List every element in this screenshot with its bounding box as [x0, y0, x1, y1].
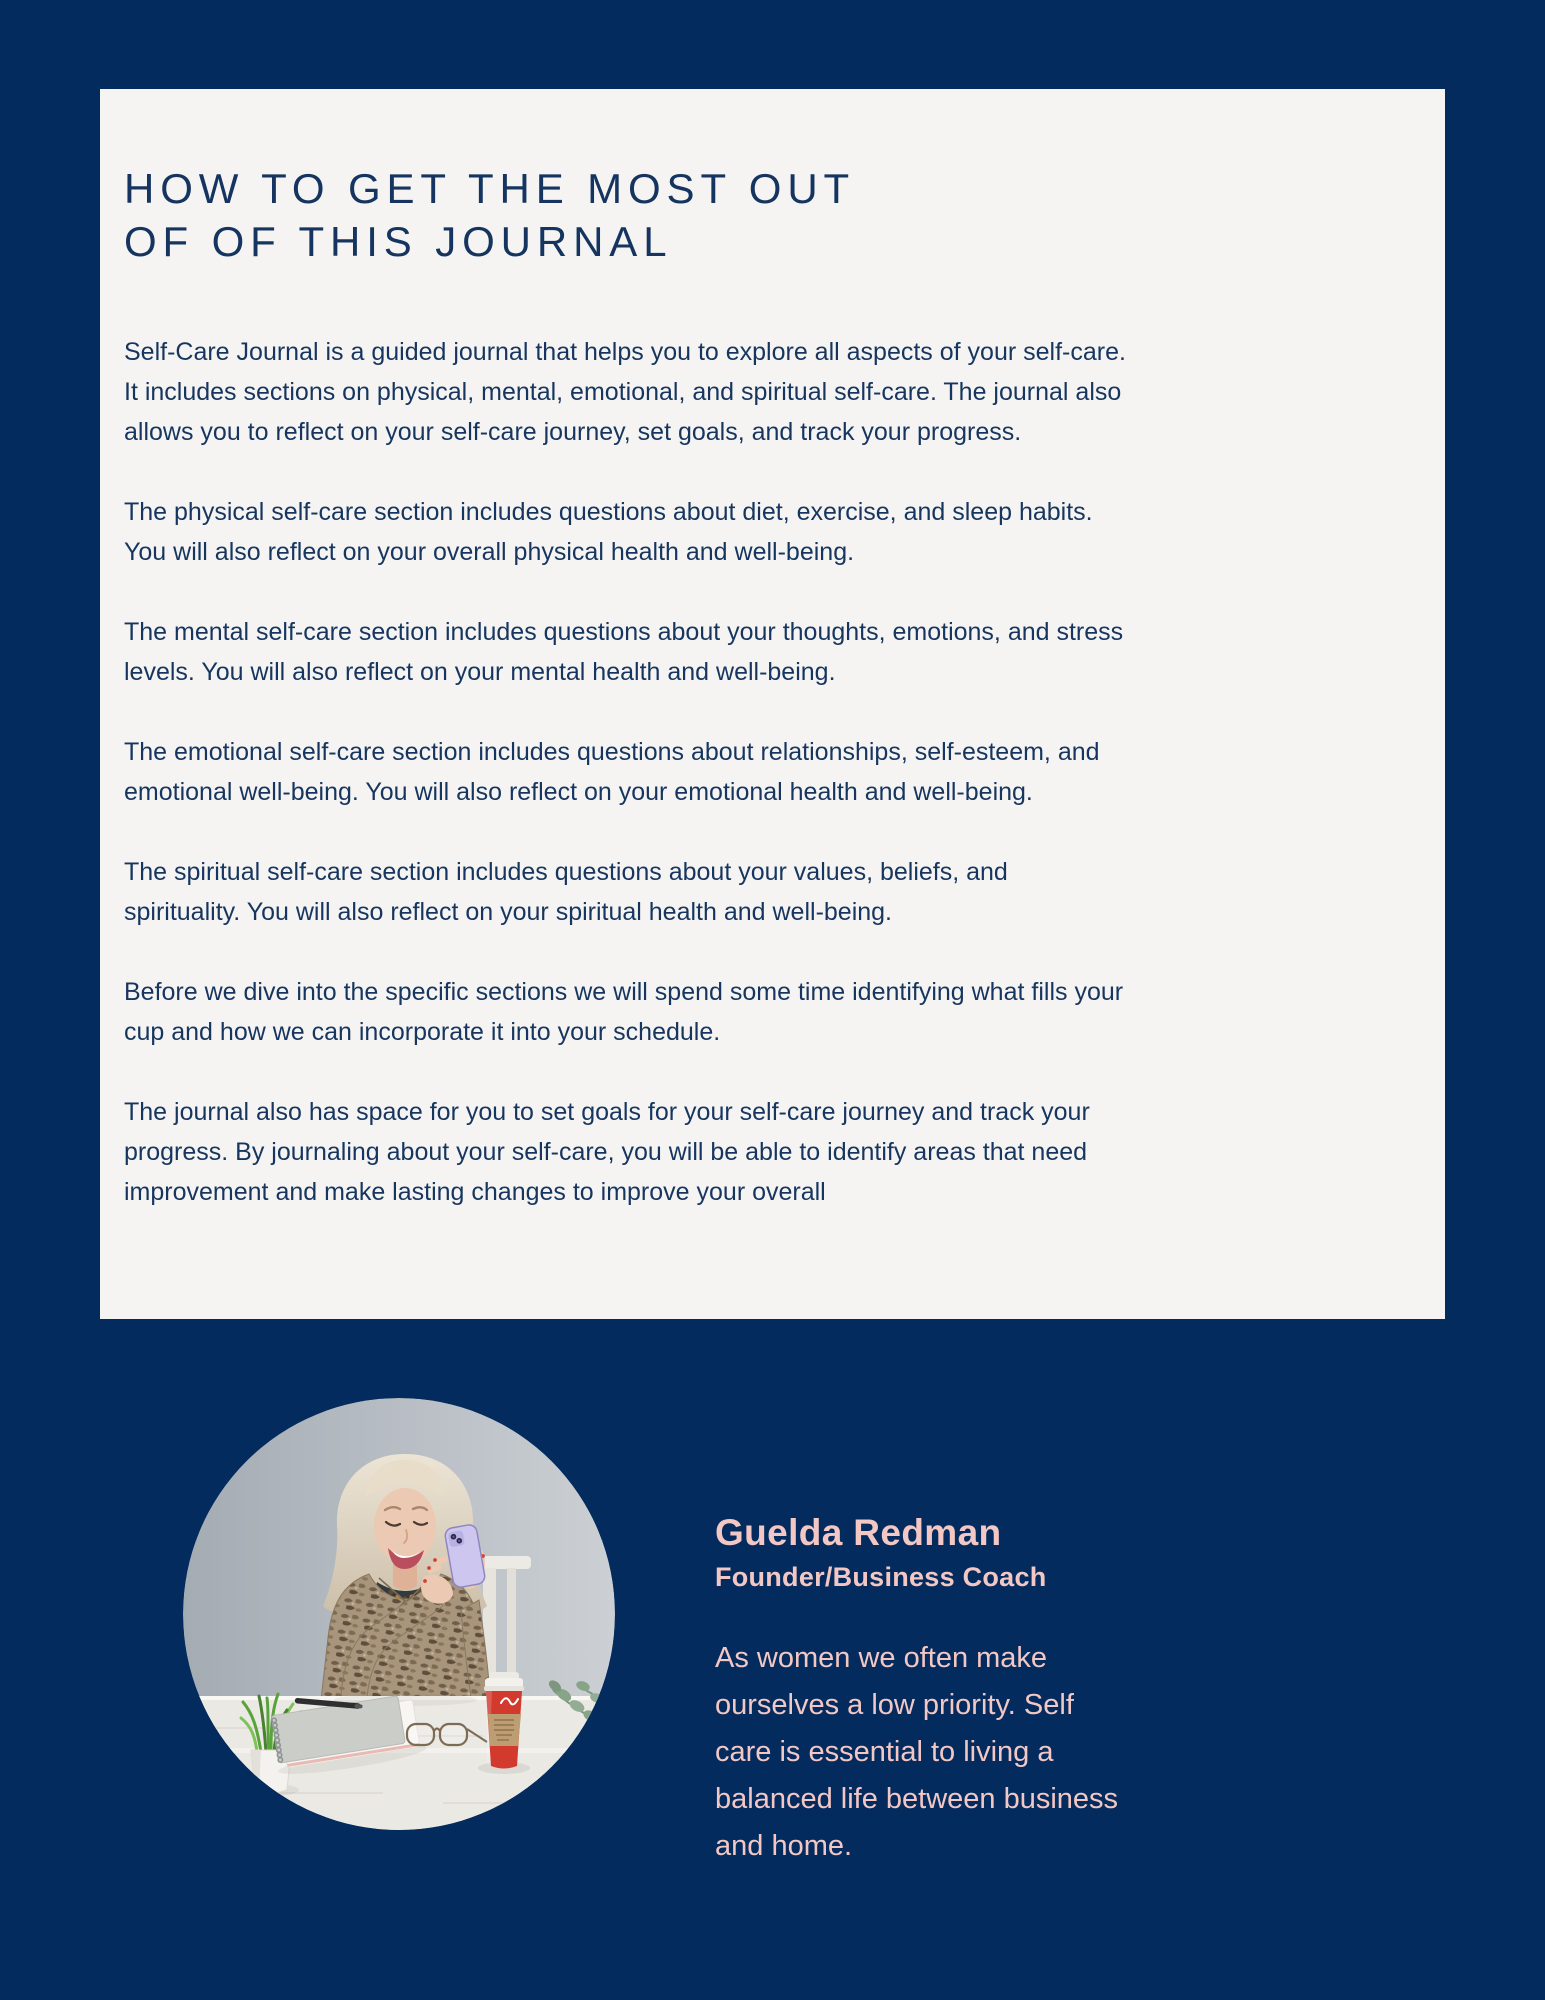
author-name: Guelda Redman — [715, 1512, 1002, 1553]
author-role: Founder/Business Coach — [715, 1562, 1047, 1592]
author-info — [715, 1512, 1175, 1870]
paragraph: Self-Care Journal is a guided journal that helps you to explore all aspects of your self-care. It includes sections on physical, mental, emotional, and spiritual self-care. The journal also allows you to reflect on your self-care journey, set goals, and track your progress. — [124, 338, 1126, 446]
paragraph: The journal also has space for you to set goals for your self-care journey and track your progress. By journaling about your self-care, you will be able to identify areas that need improvement and make lasting changes to improve your overall — [124, 1098, 1090, 1206]
paragraph: The emotional self-care section includes questions about relationships, self-esteem, and emotional well-being. You will also reflect on your emotional health and well-being. — [124, 738, 1100, 806]
author-section — [0, 1319, 1545, 2000]
page-title-line2: OF OF THIS JOURNAL — [124, 217, 673, 265]
profile-photo-illustration — [183, 1398, 615, 1830]
page-title — [124, 163, 1405, 268]
article-body — [124, 332, 1129, 1212]
paragraph: The mental self-care section includes questions about your thoughts, emotions, and stress levels. You will also reflect on your mental health and well-being. — [124, 618, 1124, 686]
paragraph: The physical self-care section includes questions about diet, exercise, and sleep habits. You will also reflect on your overall physical health and well-being. — [124, 498, 1093, 566]
author-quote: As women we often make ourselves a low priority. Self care is essential to living a balanced life between business and home. — [715, 1642, 1119, 1862]
page-title-line1: HOW TO GET THE MOST OUT — [124, 165, 856, 212]
paragraph: The spiritual self-care section includes questions about your values, beliefs, and spirituality. You will also reflect on your spiritual health and well-being. — [124, 858, 1008, 926]
profile-photo — [183, 1398, 615, 1830]
paragraph: Before we dive into the specific sections we will spend some time identifying what fills your cup and how we can incorporate it into your schedule. — [124, 978, 1124, 1046]
content-card — [100, 89, 1445, 1319]
